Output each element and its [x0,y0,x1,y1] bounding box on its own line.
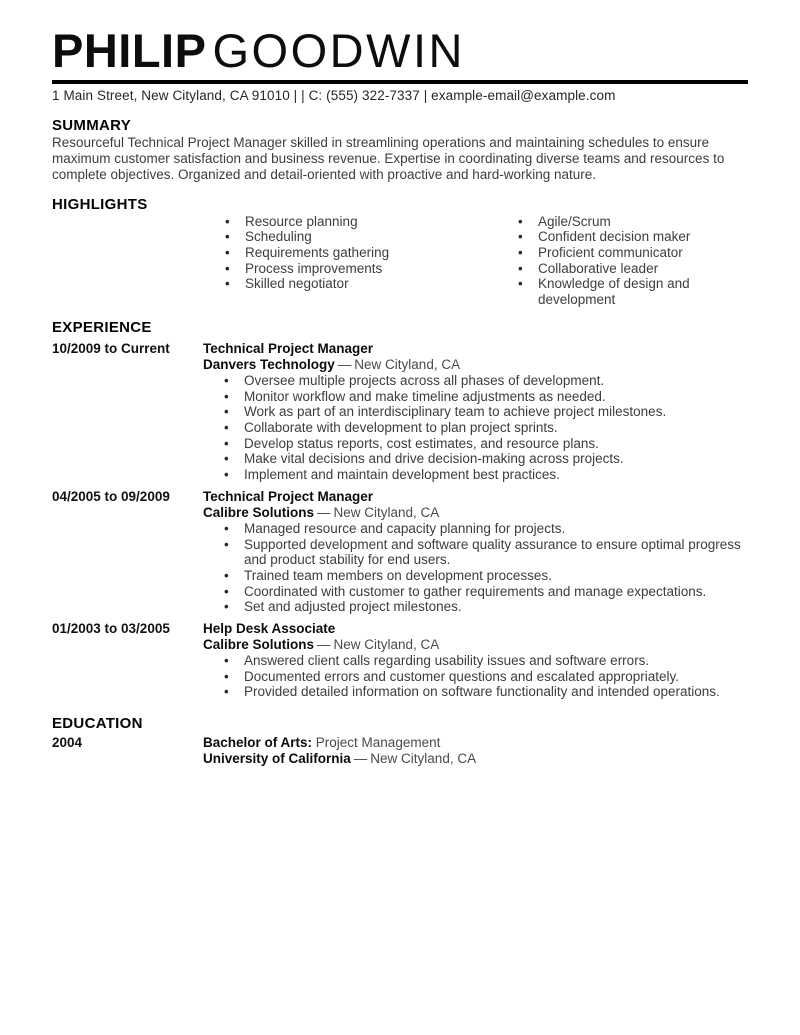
last-name: GOODWIN [212,24,465,77]
job-title: Technical Project Manager [203,488,374,504]
job-dates: 10/2009 to Current [52,340,170,356]
header [52,24,748,104]
experience-section [52,319,748,700]
header-divider [52,80,748,84]
school-location: New Cityland, CA [370,751,477,767]
experience-heading: EXPERIENCE [52,318,152,336]
job-company: Danvers Technology [203,356,335,372]
job-bullet: • Provided detailed information on software functionality and intended operations. [203,684,748,700]
job-bullet: • Trained team members on development processes. [203,568,748,584]
job-title: Help Desk Associate [203,621,336,637]
education-degree-line [203,735,748,751]
highlight-item: • Requirements gathering [204,245,497,261]
job-bullet: • Documented errors and customer questions and escalated appropriately. [203,669,748,685]
highlight-item: • Process improvements [204,261,497,277]
highlight-item: • Proficient communicator [497,245,748,261]
dash-separator: — [337,356,352,372]
job-company-line [203,357,748,373]
highlights-column-2 [497,214,748,308]
summary-section [52,117,748,183]
job-bullet-list [203,373,748,483]
highlight-item: • Knowledge of design and development [497,276,748,307]
job-content [203,341,748,483]
job-company: Calibre Solutions [203,637,315,653]
experience-entry [52,489,748,615]
education-year: 2004 [52,735,83,751]
contact-line: 1 Main Street, New Cityland, CA 91010 | | C: (555) 322-7337 | example-email@example.com [52,87,616,103]
education-content [203,735,748,767]
highlight-item: • Confident decision maker [497,229,748,245]
job-location: New Cityland, CA [354,356,461,372]
dash-separator: — [317,504,331,520]
highlights-heading: HIGHLIGHTS [52,195,148,213]
job-bullet: • Coordinated with customer to gather requirements and manage expectations. [203,584,748,600]
job-bullet: • Set and adjusted project milestones. [203,599,748,615]
job-location: New Cityland, CA [333,504,440,520]
education-section [52,715,748,767]
job-content [203,489,748,615]
education-school-line [203,751,748,767]
dash-separator: — [353,751,368,767]
job-bullet: • Managed resource and capacity planning for projects. [203,521,748,537]
education-heading: EDUCATION [52,715,143,733]
dash-separator: — [317,637,331,653]
job-company-line [203,505,748,521]
job-bullet: • Collaborate with development to plan project sprints. [203,420,748,436]
job-bullet: • Work as part of an interdisciplinary team to achieve project milestones. [203,404,748,420]
degree-label: Bachelor of Arts: [203,735,313,751]
highlights-column-1 [204,214,497,308]
job-bullet-list [203,521,748,615]
job-dates: 01/2003 to 03/2005 [52,621,170,637]
experience-entry [52,621,748,700]
job-bullet-list [203,653,748,700]
summary-heading: SUMMARY [52,116,132,134]
highlights-section [52,196,748,308]
job-content [203,621,748,700]
highlight-item: • Collaborative leader [497,261,748,277]
job-bullet: • Oversee multiple projects across all phases of development. [203,373,748,389]
job-bullet: • Make vital decisions and drive decision-making across projects. [203,451,748,467]
highlight-item: • Skilled negotiator [204,276,497,292]
degree-field: Project Management [315,735,441,751]
job-bullet: • Develop status reports, cost estimates, and resource plans. [203,436,748,452]
experience-entry [52,341,748,483]
page-title [52,24,748,77]
job-bullet: • Answered client calls regarding usability issues and software errors. [203,653,748,669]
job-bullet: • Monitor workflow and make timeline adjustments as needed. [203,389,748,405]
job-company: Calibre Solutions [203,504,315,520]
highlights-list-2 [497,214,748,308]
job-title: Technical Project Manager [203,340,374,356]
job-company-line [203,637,748,653]
job-bullet: • Supported development and software quality assurance to ensure optimal progress and product stability for end users. [203,537,748,568]
job-dates: 04/2005 to 09/2009 [52,488,170,504]
education-entry [52,735,748,767]
highlight-item: • Resource planning [204,214,497,230]
highlights-columns [204,214,748,308]
school-name: University of California [203,751,351,767]
highlight-item: • Agile/Scrum [497,214,748,230]
highlight-item: • Scheduling [204,229,497,245]
first-name: PHILIP [52,24,207,77]
highlights-list-1 [204,214,497,293]
job-bullet: • Implement and maintain development best practices. [203,467,748,483]
job-location: New Cityland, CA [333,637,440,653]
summary-text: Resourceful Technical Project Manager skilled in streamlining operations and maintaining schedules to ensure maximum customer satisfaction and business revenue. Expertise in coordinating diverse teams and resources to complete objectives. Organized and detail-oriented with proactive and hard-working nature. [52,134,725,182]
